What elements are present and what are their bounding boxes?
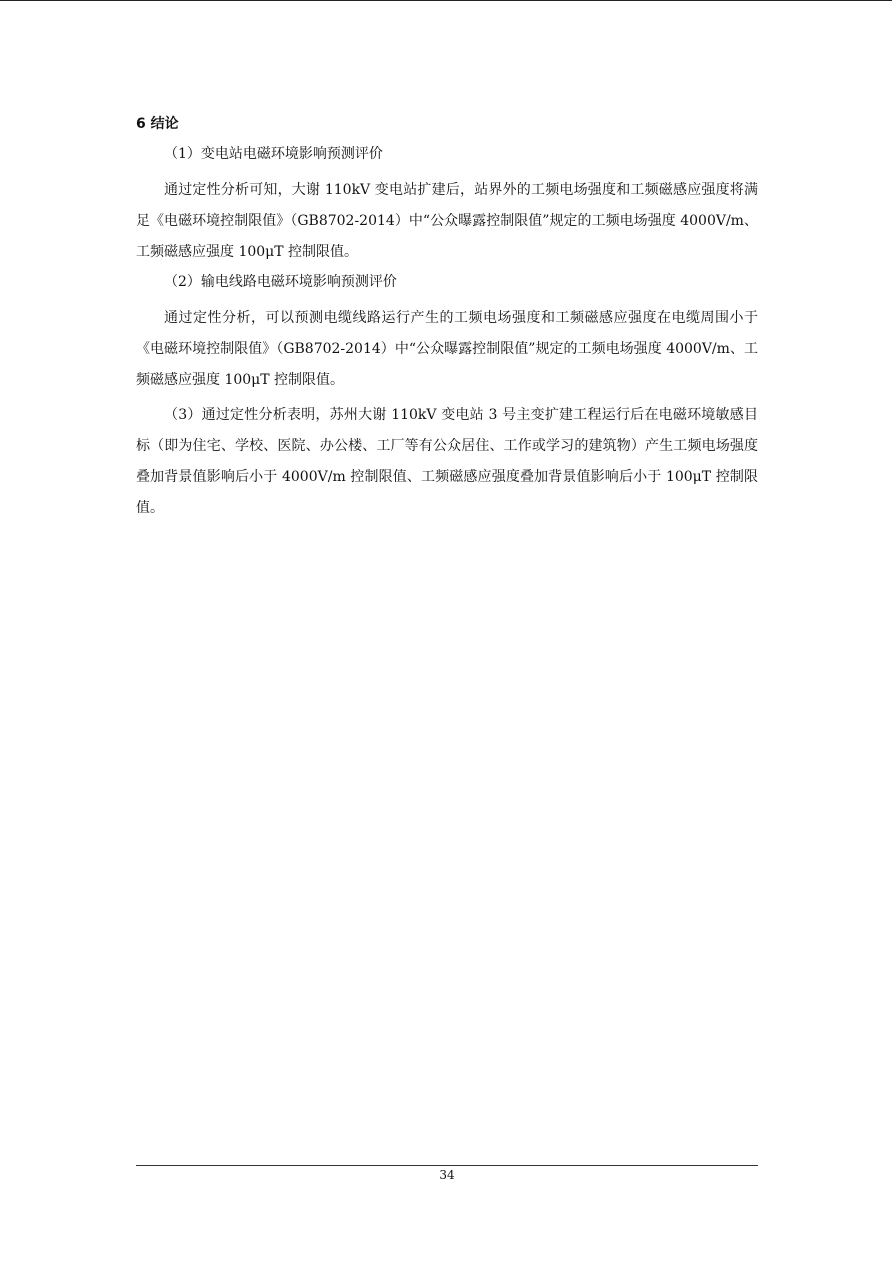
paragraph-sensitive-targets: （3）通过定性分析表明，苏州大谢 110kV 变电站 3 号主变扩建工程运行后在电磁环境敏感目标（即为住宅、学校、医院、办公楼、工厂等有公众居住、工作或学习的建筑物）产生工频电场强度叠加背景值影响后小于 4000V/m 控制限值、工频磁感应强度叠加背景值影响后小于 100μT 控制限值。 (136, 407, 758, 516)
footer-divider (136, 1165, 758, 1166)
top-border-line (0, 0, 892, 1)
paragraph-substation: 通过定性分析可知，大谢 110kV 变电站扩建后，站界外的工频电场强度和工频磁感应强度将满足《电磁环境控制限值》（GB8702-2014）中“公众曝露控制限值”规定的工频电场强度 4000V/m、工频磁感应强度 100μT 控制限值。 (136, 182, 758, 260)
page-number: 34 (439, 1168, 455, 1182)
section-heading: 6 结论 (136, 116, 179, 132)
subheading-substation: （1）变电站电磁环境影响预测评价 (164, 146, 383, 162)
subheading-transmission-line: （2）输电线路电磁环境影响预测评价 (164, 274, 397, 290)
paragraph-transmission-line: 通过定性分析，可以预测电缆线路运行产生的工频电场强度和工频磁感应强度在电缆周围小于《电磁环境控制限值》（GB8702-2014）中“公众曝露控制限值”规定的工频电场强度 4000V/m、工频磁感应强度 100μT 控制限值。 (136, 310, 758, 388)
document-body (136, 114, 758, 524)
